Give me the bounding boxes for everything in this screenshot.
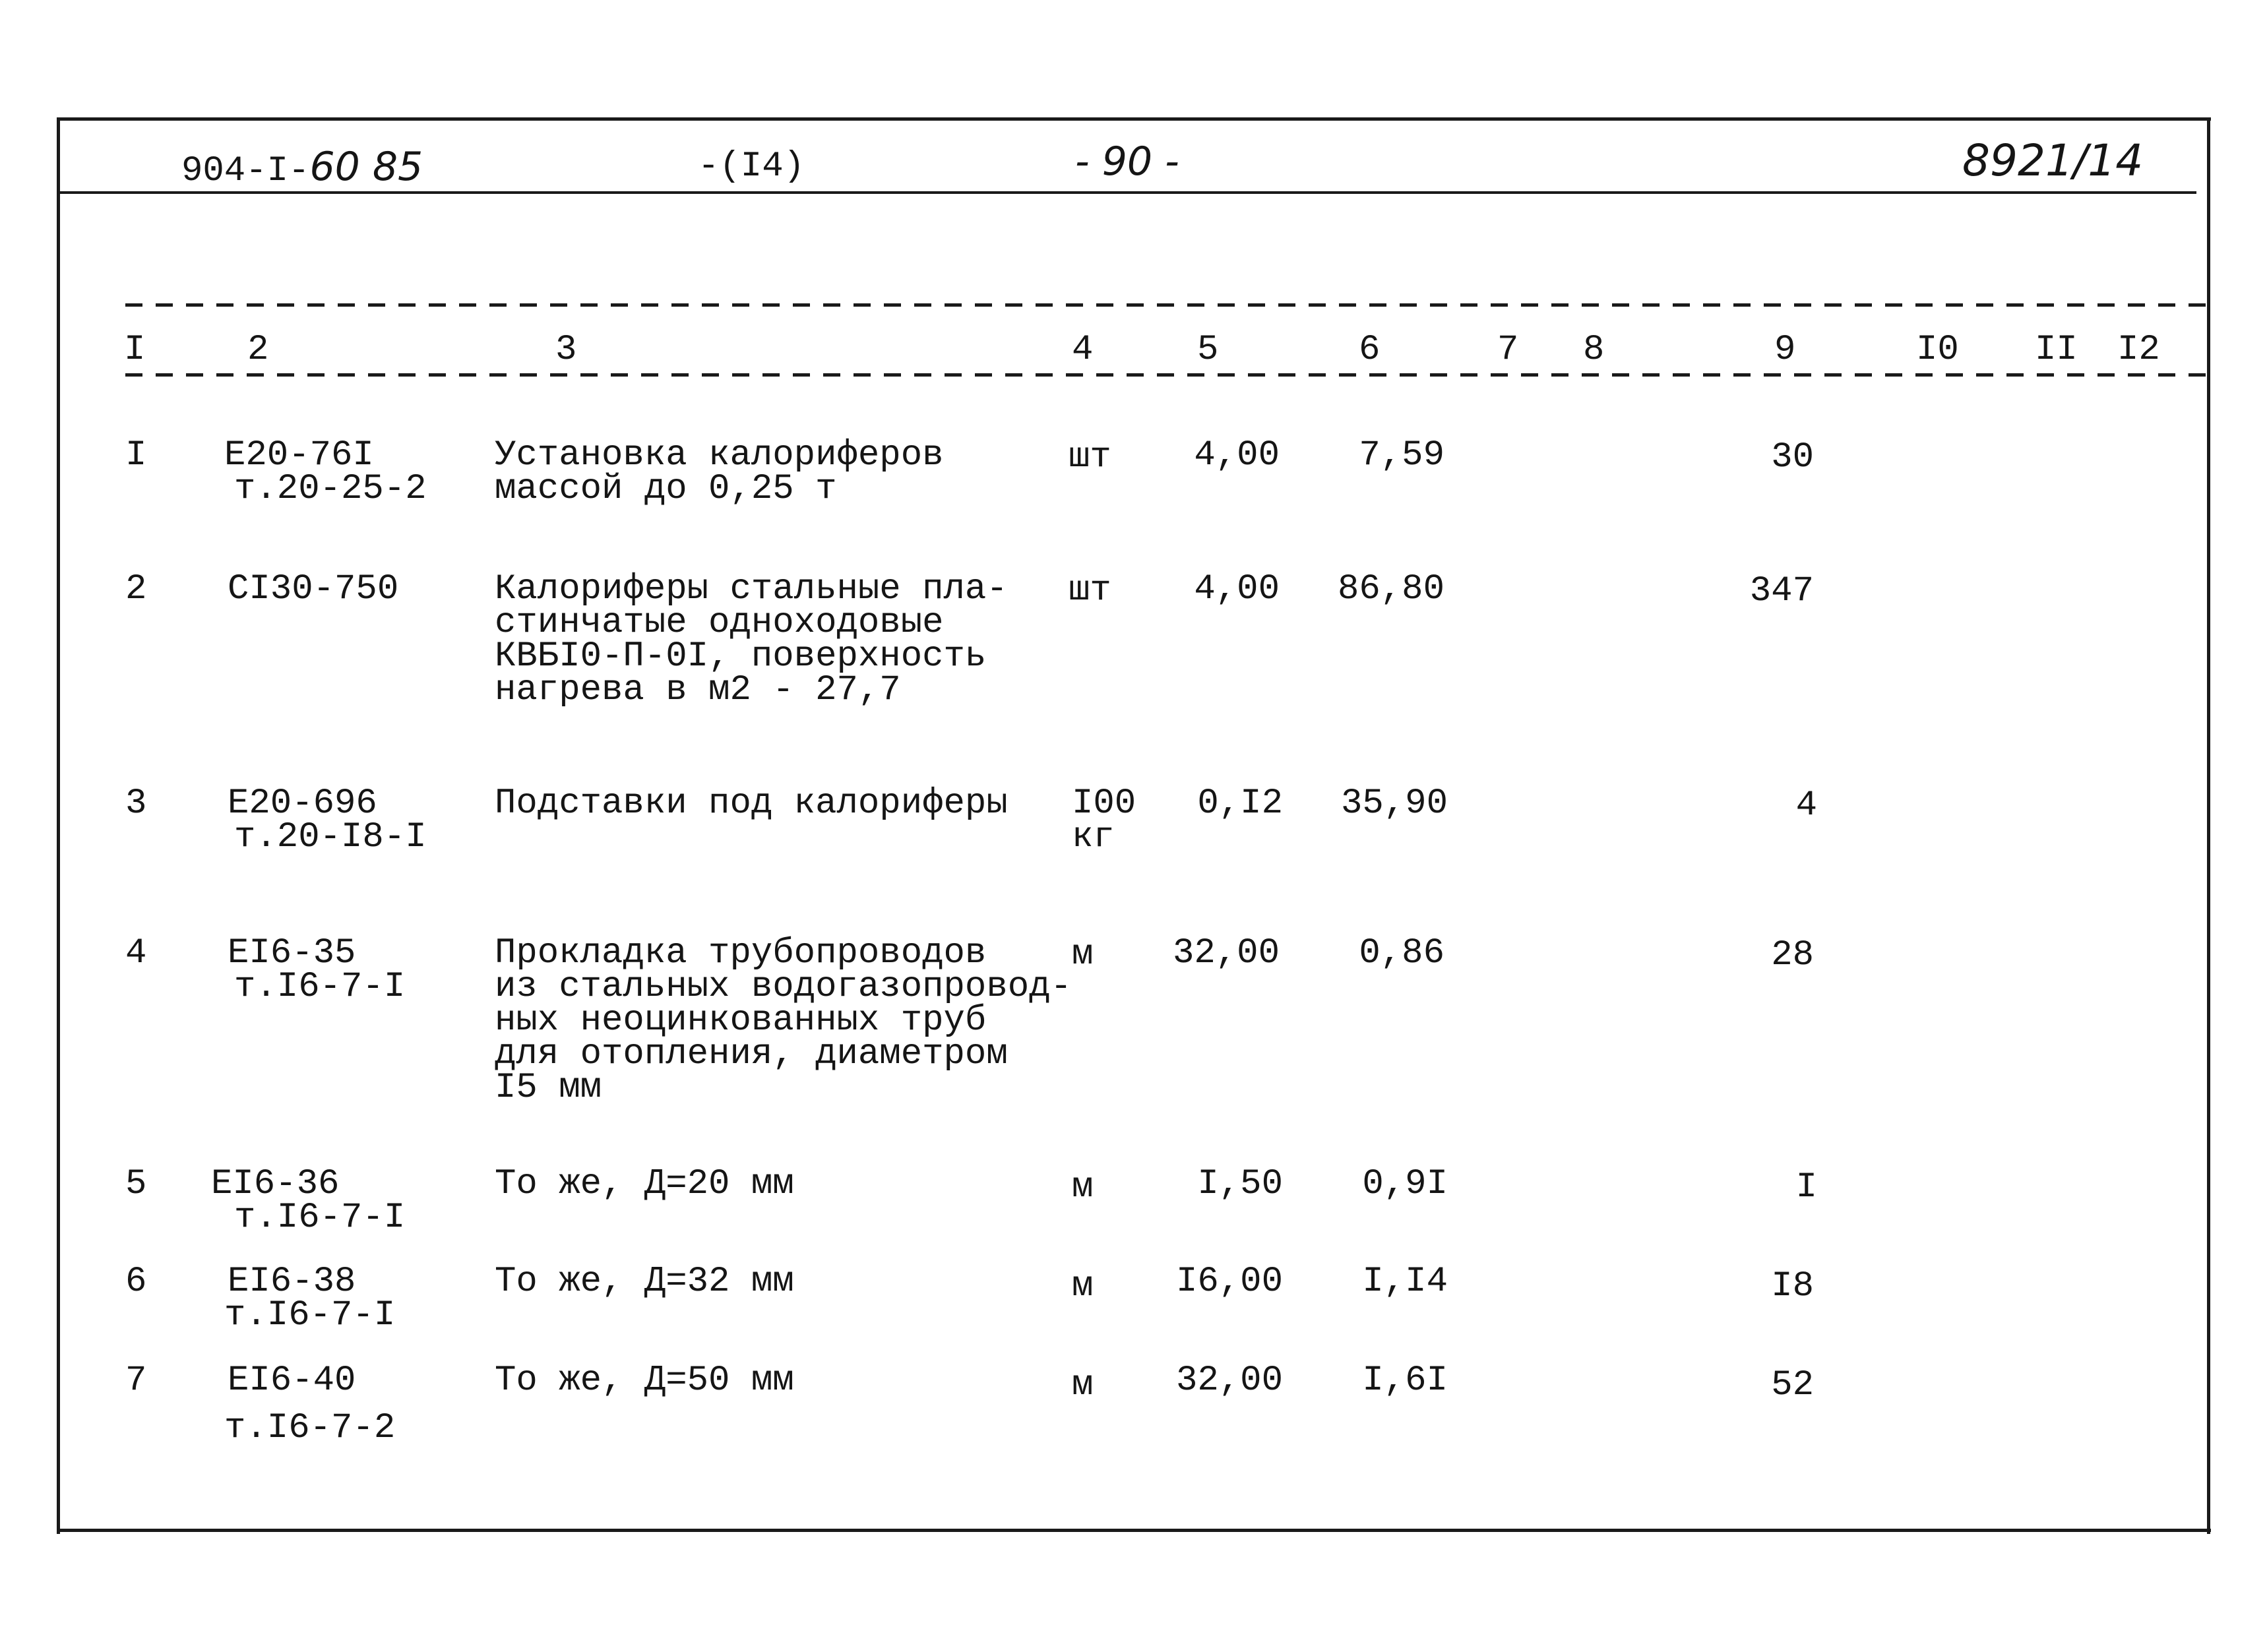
unit: м bbox=[1072, 1167, 1094, 1208]
unit-price: 86,80 bbox=[1337, 569, 1444, 609]
rate-code: EI6-40 bbox=[228, 1361, 356, 1401]
work-description: Установка калориферов массой до 0,25 т bbox=[495, 435, 944, 509]
column-number-5: 5 bbox=[1197, 330, 1219, 370]
unit-price: 0,9I bbox=[1362, 1164, 1448, 1204]
rate-reference: т.I6-7-2 bbox=[224, 1408, 396, 1448]
column-number-3: 3 bbox=[555, 330, 577, 370]
quantity: 32,00 bbox=[1172, 933, 1280, 973]
archive-number: 8921/14 bbox=[1962, 135, 2144, 186]
rate-code: CI30-750 bbox=[228, 569, 399, 609]
unit-price: I,6I bbox=[1362, 1361, 1448, 1401]
unit: шт bbox=[1069, 570, 1111, 611]
unit: м bbox=[1072, 934, 1094, 975]
unit-price: 35,90 bbox=[1340, 783, 1448, 824]
quantity: I,50 bbox=[1197, 1164, 1283, 1204]
frame-top-line bbox=[59, 117, 2211, 121]
column-number-4: 4 bbox=[1072, 330, 1094, 370]
quantity: I6,00 bbox=[1175, 1262, 1283, 1302]
sheet-number: -(I4) bbox=[698, 146, 805, 187]
column-number-1: I bbox=[124, 330, 146, 370]
column-header-bottom-rule bbox=[125, 373, 2206, 377]
work-description: Калориферы стальные пла- стинчатые одноходовые КВБI0-П-0I, поверхность нагрева в м2 - 27,7 bbox=[495, 569, 1008, 710]
row-number: 3 bbox=[125, 783, 147, 824]
quantity: 0,I2 bbox=[1197, 783, 1283, 824]
column-number-7: 7 bbox=[1497, 330, 1519, 370]
column-number-9: 9 bbox=[1774, 330, 1796, 370]
rate-code: E20-696 bbox=[228, 783, 377, 824]
total-cost: 347 bbox=[1749, 571, 1814, 611]
unit-price: 0,86 bbox=[1359, 933, 1444, 973]
frame-bottom-line bbox=[59, 1529, 2211, 1532]
rate-reference: т.I6-7-I bbox=[234, 967, 406, 1007]
rate-reference: т.I6-7-I bbox=[224, 1295, 396, 1335]
row-number: 6 bbox=[125, 1262, 147, 1302]
unit: I00 кг bbox=[1072, 783, 1136, 857]
total-cost: 4 bbox=[1795, 785, 1817, 826]
work-description: Прокладка трубопроводов из стальных водогазопровод- ных неоцинкованных труб для отопления, диаметром I5 мм bbox=[495, 933, 1072, 1108]
rate-reference: т.I6-7-I bbox=[234, 1198, 406, 1238]
document-code-printed: 904-I- bbox=[181, 151, 310, 191]
row-number: 5 bbox=[125, 1164, 147, 1204]
rate-code: EI6-35 bbox=[228, 933, 356, 973]
work-description: То же, Д=32 мм bbox=[495, 1262, 794, 1302]
total-cost: I8 bbox=[1771, 1266, 1814, 1306]
column-number-11: II bbox=[2035, 330, 2078, 370]
row-number: 2 bbox=[125, 569, 147, 609]
quantity: 4,00 bbox=[1194, 569, 1280, 609]
rate-code: EI6-36 bbox=[211, 1164, 340, 1204]
total-cost: 30 bbox=[1771, 437, 1814, 477]
quantity: 32,00 bbox=[1175, 1361, 1283, 1401]
unit: м bbox=[1072, 1365, 1094, 1405]
unit: м bbox=[1072, 1266, 1094, 1306]
rate-reference: т.20-I8-I bbox=[234, 817, 427, 857]
row-number: I bbox=[125, 435, 147, 475]
header-underline bbox=[59, 191, 2196, 194]
document-code-handwritten: 60 85 bbox=[309, 144, 423, 190]
unit-price: 7,59 bbox=[1359, 435, 1444, 475]
column-number-10: I0 bbox=[1916, 330, 1959, 370]
work-description: Подставки под калориферы bbox=[495, 783, 1008, 824]
rate-code: E20-76I bbox=[224, 435, 374, 475]
column-number-6: 6 bbox=[1359, 330, 1381, 370]
total-cost: 52 bbox=[1771, 1365, 1814, 1405]
rate-reference: т.20-25-2 bbox=[234, 469, 427, 509]
column-number-12: I2 bbox=[2117, 330, 2160, 370]
work-description: То же, Д=20 мм bbox=[495, 1164, 794, 1204]
unit-price: I,I4 bbox=[1362, 1262, 1448, 1302]
column-number-8: 8 bbox=[1583, 330, 1605, 370]
row-number: 7 bbox=[125, 1361, 147, 1401]
row-number: 4 bbox=[125, 933, 147, 973]
total-cost: 28 bbox=[1771, 935, 1814, 975]
page-number: - 90 - bbox=[1075, 138, 1179, 185]
frame-right-line bbox=[2207, 117, 2210, 1534]
rate-code: EI6-38 bbox=[228, 1262, 356, 1302]
column-number-2: 2 bbox=[247, 330, 269, 370]
unit: шт bbox=[1069, 437, 1111, 477]
total-cost: I bbox=[1795, 1167, 1817, 1208]
frame-left-line bbox=[57, 117, 60, 1534]
column-header-top-rule bbox=[125, 303, 2206, 307]
document-code bbox=[181, 144, 423, 191]
work-description: То же, Д=50 мм bbox=[495, 1361, 794, 1401]
quantity: 4,00 bbox=[1194, 435, 1280, 475]
